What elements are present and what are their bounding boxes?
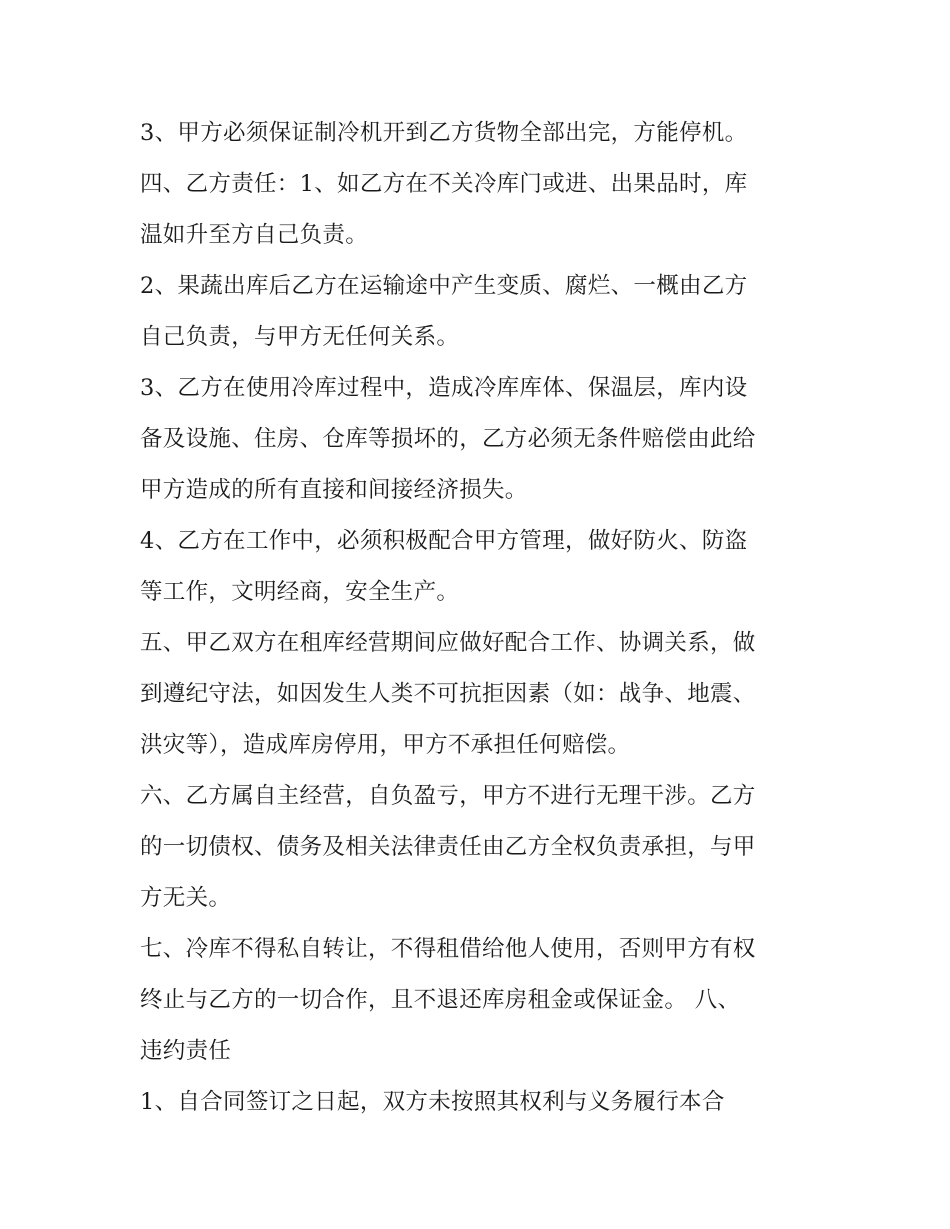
text-line: 方无关。 — [140, 885, 232, 911]
text-line: 2、果蔬出库后乙方在运输途中产生变质、腐烂、一概由乙方 — [140, 273, 748, 299]
text-line: 违约责任 — [140, 1038, 232, 1064]
text-line: 六、乙方属自主经营，自负盈亏，甲方不进行无理干涉。乙方 — [140, 783, 756, 809]
text-line: 自己负责，与甲方无任何关系。 — [140, 324, 460, 350]
text-line: 4、乙方在工作中，必须积极配合甲方管理，做好防火、防盗 — [140, 528, 748, 554]
text-line: 洪灾等），造成库房停用，甲方不承担任何赔偿。 — [140, 732, 631, 758]
text-line: 的一切债权、债务及相关法律责任由乙方全权负责承担，与甲 — [140, 834, 756, 860]
text-line: 3、甲方必须保证制冷机开到乙方货物全部出完，方能停机。 — [140, 120, 748, 146]
contract-text — [140, 108, 830, 1128]
text-line: 温如升至方自己负责。 — [140, 222, 369, 248]
text-line: 七、冷库不得私自转让，不得租借给他人使用，否则甲方有权 — [140, 936, 756, 962]
text-line: 甲方造成的所有直接和间接经济损失。 — [140, 477, 528, 503]
text-line: 备及设施、住房、仓库等损坏的，乙方必须无条件赔偿由此给 — [140, 426, 756, 452]
text-line: 3、乙方在使用冷库过程中，造成冷库库体、保温层，库内设 — [140, 375, 748, 401]
text-line: 1、自合同签订之日起，双方未按照其权利与义务履行本合 — [140, 1089, 725, 1115]
text-line: 五、甲乙双方在租库经营期间应做好配合工作、协调关系，做 — [140, 630, 756, 656]
text-line: 到遵纪守法，如因发生人类不可抗拒因素（如：战争、地震、 — [140, 681, 756, 707]
text-line: 终止与乙方的一切合作，且不退还库房租金或保证金。 八、 — [140, 987, 741, 1013]
text-line: 等工作，文明经商，安全生产。 — [140, 579, 460, 605]
text-line: 四、乙方责任：1、如乙方在不关冷库门或进、出果品时，库 — [140, 171, 748, 197]
